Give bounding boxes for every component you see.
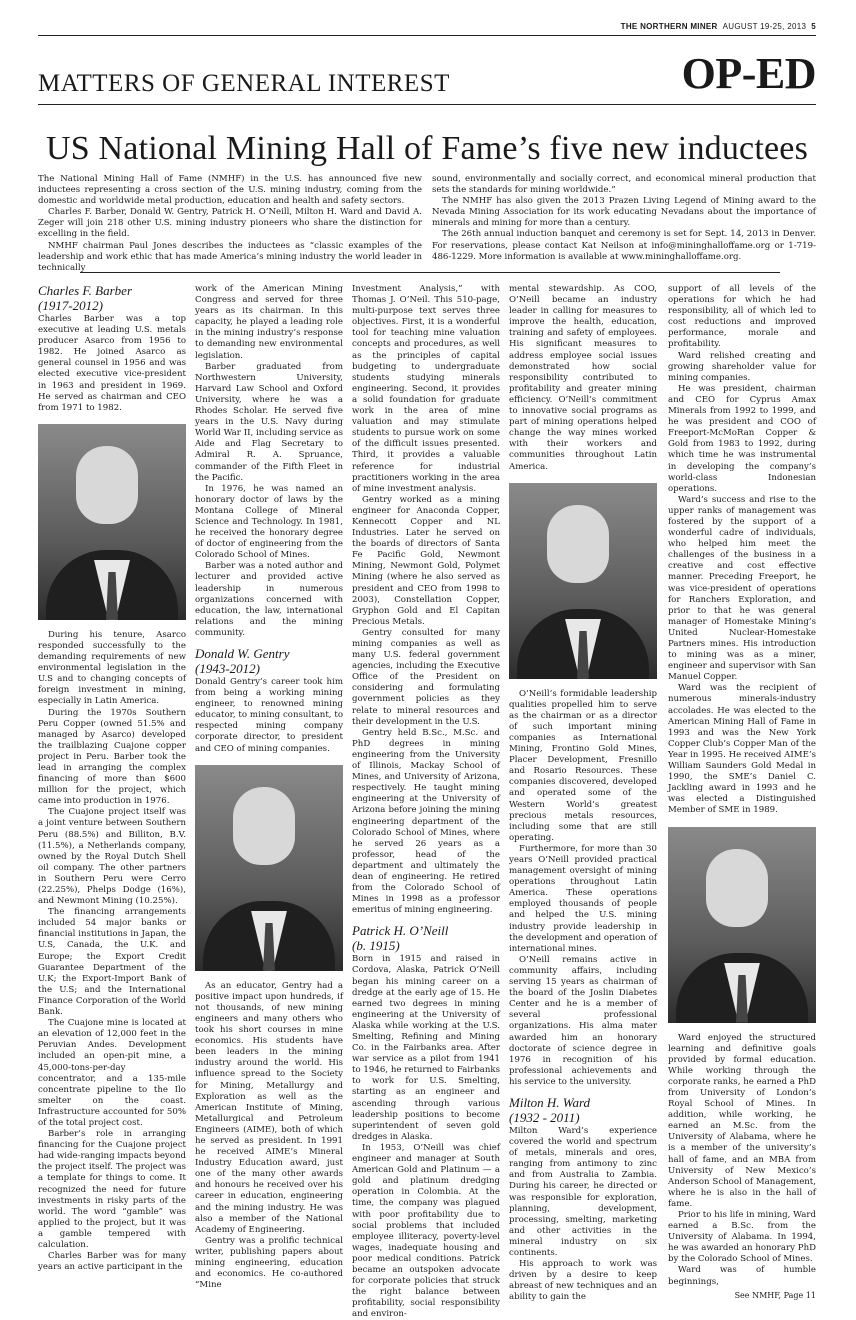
article-paragraph: During the 1970s Southern Peru Copper (owned 51.5% and managed by Asarco) developed the trailblazing Cuajone copper project in Peru. Barber took the lead in arranging the complex financing of more than $600 million for the project, which came into production in 1976. — [38, 707, 186, 807]
article-paragraph: Ward relished creating and growing shareholder value for mining companies. — [668, 350, 816, 383]
article-paragraph: Furthermore, for more than 30 years O’Neill provided practical management oversight of mining operations throughout Latin America. These operations employed thousands of people and helped the U.S. mining industry provide leadership in the development and operation of international mines. — [509, 843, 657, 954]
article-paragraph: Gentry was a prolific technical writer, publishing papers about mining engineering, education and economics. He co-authored “Mine — [195, 1235, 343, 1291]
issue-date: AUGUST 19-25, 2013 — [722, 22, 807, 31]
article-paragraph: work of the American Mining Congress and served for three years as its chairman. In this capacity, he played a leading role in the mining industry’s response to demanding new environmental legislation. — [195, 284, 343, 361]
article-paragraph: Gentry worked as a mining engineer for Anaconda Copper, Kennecott Copper and NL Industries. Later he served on the boards of directors of Santa Fe Pacific Gold, Newmont Mining, Newmont Gold, Polymet Mining (where he also served as president and CEO from 1998 to 2003), Constellation Copper, Gryphon Gold and El Capitan Precious Metals. — [352, 494, 500, 627]
intro-paragraph: sound, environmentally and socially correct, and economical mineral production that sets the standards for mining worldwide.” — [432, 174, 816, 196]
page-number: 5 — [811, 22, 816, 31]
article-paragraph: He was president, chairman and CEO for Cyprus Amax Minerals from 1992 to 1999, and he was president and COO of Freeport-McMoRan Copper & Gold from 1983 to 1992, during which time he was instrumental in developing the company’s world-class Indonesian operations. — [668, 383, 816, 494]
intro-paragraph: The 26th annual induction banquet and ceremony is set for Sept. 14, 2013 in Denver. For reservations, please contact Kat Neilson at info@mininghalloffame.org or 1-719-486-1229. More information is available at www.mininghalloffame.org. — [432, 229, 816, 262]
article-paragraph: Donald Gentry’s career took him from being a working mining engineer, to renowned mining educator, to mining consultant, to respected mining company corporate director, to president and CEO of mining companies. — [195, 677, 343, 754]
article-paragraph: Prior to his life in mining, Ward earned a B.Sc. from the University of Alabama. In 1994, he was awarded an honorary PhD by the Colorado School of Mines. — [668, 1210, 816, 1265]
article-paragraph: mental stewardship. As COO, O’Neill became an industry leader in calling for measures to improve the health, education, training and safety of employees. His significant measures to address employee social issues demonstrated how social responsibility contributed to profitability and greater mining efficiency. O’Neill’s commitment to innovative social programs as part of mining operations helped change the way mines worked with their workers and communities throughout Latin America. — [509, 284, 657, 472]
byline-name: Donald W. Gentry — [195, 646, 290, 661]
publication-name: THE NORTHERN MINER — [620, 22, 718, 31]
article-paragraph: The financing arrangements included 54 major banks or financial institutions in Japan, the U.S, Canada, the U.K. and Europe; the Export Credit Guarantee Department of the U.K; the Export-Import Bank of the U.S; and the International Finance Corporation of the World Bank. — [38, 907, 186, 1018]
article-paragraph: The Cuajone mine is located at an elevation of 12,000 feet in the Peruvian Andes. Development included an open-pit mine, a 45,000-tons-per-day concentrator, and a 135-mile concentrate pipeline to the Ilo smelter on the coast. Infrastructure accounted for 50% of the total project cost. — [38, 1018, 186, 1128]
article-paragraph: The Cuajone project itself was a joint venture between Southern Peru (88.5%) and Billiton, B.V. (11.5%), a Netherlands company, owned by the Royal Dutch Shell oil company. The other partners in Southern Peru were Cerro (22.25%), Phelps Dodge (16%), and Newmont Mining (10.25%). — [38, 807, 186, 907]
article-paragraph: Investment Analysis,” with Thomas J. O’Neil. This 510-page, multi-purpose text serves three objectives. First, it is a wonderful tool for teaching mine valuation concepts and procedures, as well as the principles of capital budgeting to undergraduate students studying minerals engineering. Second, it provides a solid foundation for graduate work in the area of mine valuation and may stimulate students to pursue work on some of the difficult issues presented. Third, it provides a valuable reference for industrial practitioners working in the area of mine investment analysis. — [352, 284, 500, 494]
article-paragraph: O’Neill’s formidable leadership qualities propelled him to serve as the chairman or as a director of such important mining companies as International Mining, Frontino Gold Mines, Placer Development, Fresnillo and Rosario Resources. These companies discovered, developed and operated some of the Western World’s greatest precious metals resources, including some that are still operating. — [509, 688, 657, 843]
portrait-barber — [38, 424, 186, 620]
section-title: MATTERS OF GENERAL INTEREST — [38, 70, 450, 97]
byline-name: Milton H. Ward — [509, 1094, 591, 1110]
byline-years: (1917-2012) — [38, 298, 103, 313]
article-paragraph: Gentry consulted for many mining companies as well as many U.S. federal government agencies, including the Executive Office of the President on considering and formulating government policies as they relate to mineral resources and their development in the U.S. — [352, 627, 500, 727]
byline-name: Charles F. Barber — [38, 283, 133, 298]
article-paragraph: His approach to work was driven by a desire to keep abreast of new techniques and an ability to gain the — [509, 1259, 657, 1303]
article-paragraph: Barber’s role in arranging financing for the Cuajone project had wide-ranging impacts beyond the project itself. The project was a template for things to come. It recognized the need for future investments in risky parts of the world. The word “gamble” was applied to the project, but it was a gamble tempered with calculation. — [38, 1129, 186, 1250]
byline-years: (1943-2012) — [195, 661, 260, 676]
column-barber — [38, 284, 186, 1273]
portrait-oneill — [509, 483, 657, 679]
intro-paragraph: The National Mining Hall of Fame (NMHF) in the U.S. has announced five new inductees representing a cross section of the U.S. mining industry, coming from the domestic and worldwide metal production, education and health and safety sectors. — [38, 174, 422, 207]
article-paragraph: Charles Barber was a top executive at leading U.S. metals producer Asarco from 1956 to 1982. He joined Asarco as general counsel in 1956 and was elected executive vice-president in 1963 and president in 1969. He served as chairman and CEO from 1971 to 1982. — [38, 314, 186, 413]
headline: US National Mining Hall of Fame’s five new inductees — [45, 130, 809, 167]
article-paragraph: Charles Barber was for many years an active participant in the — [38, 1251, 186, 1273]
portrait-gentry — [195, 765, 343, 971]
intro-paragraph: The NMHF has also given the 2013 Prazen Living Legend of Mining award to the Nevada Mining Association for its work educating Nevadans about the importance of minerals and mining for more than a century. — [432, 196, 816, 229]
article-paragraph: O’Neill remains active in community affairs, including serving 15 years as chairman of the board of the Joslin Diabetes Center and he is a member of several professional organizations. His alma mater awarded him an honorary doctorate of science degree in 1976 in recognition of his professional achievements and his service to the university. — [509, 954, 657, 1087]
article-paragraph: In 1976, he was named an honorary doctor of laws by the Montana College of Mineral Science and Technology. In 1981, he received the honorary degree of doctor of engineering from the Colorado School of Mines. — [195, 483, 343, 561]
byline-years: (b. 1915) — [352, 938, 400, 954]
article-paragraph: Barber was a noted author and lecturer and provided active leadership in numerous organizations concerned with education, the law, international relations and the mining community. — [195, 561, 343, 638]
intro-right — [432, 174, 816, 263]
column-ward-continued — [668, 284, 816, 1301]
section-rule — [38, 104, 816, 105]
section-label: OP-ED — [681, 49, 816, 98]
article-paragraph: support of all levels of the operations for which he had responsibility, all of which led to cost reductions and improved performance, morale and profitability. — [668, 284, 816, 350]
article-paragraph: Ward was the recipient of numerous minerals-industry accolades. He was elected to the American Mining Hall of Fame in 1993 and was the New York Copper Club’s Copper Man of the Year in 1995. He received AIME’s William Saunders Gold Medal in 1990, the SME’s Daniel C. Jackling award in 1993 and he was elected a Distinguished Member of SME in 1989. — [668, 683, 816, 816]
column-oneill — [352, 284, 500, 1320]
byline-name: Patrick H. O’Neill — [352, 923, 449, 939]
article-paragraph: During his tenure, Asarco responded successfully to the demanding requirements of new environmental legislation in the U.S and to changing concepts of foreign investment in mining, especially in Latin America. — [38, 629, 186, 707]
byline-years: (1932 - 2011) — [509, 1109, 580, 1125]
continued-link[interactable]: See NMHF, Page 11 — [734, 1290, 816, 1300]
article-paragraph: Barber graduated from Northwestern University, Harvard Law School and Oxford University, where he was a Rhodes Scholar. He served five years in the U.S. Navy during World War II, including service as Aide and Flag Secretary to Admiral R. A. Spruance, commander of the Fifth Fleet in the Pacific. — [195, 361, 343, 483]
column-gentry — [195, 284, 343, 1291]
intro-rule — [80, 272, 780, 273]
article-paragraph: Ward’s success and rise to the upper ranks of management was fostered by the support of a wonderful cadre of individuals, who helped him meet the challenges of the business in a creative and cost effective manner. Preceding Freeport, he was vice-president of operations for Ranchers Exploration, and prior to that he was general manager of Homestake Mining’s United Nuclear-Homestake Partners mines. His introduction to mining was as a miner, engineer and supervisor with San Manuel Copper. — [668, 494, 816, 683]
column-ward — [509, 284, 657, 1303]
top-rule — [38, 35, 816, 36]
article-paragraph: Milton Ward’s experience covered the world and spectrum of metals, minerals and ores, ranging from antimony to zinc and from Australia to Zambia. During his career, he directed or was responsible for exploration, planning, development, processing, smelting, marketing and other activities in the mineral industry on six continents. — [509, 1125, 657, 1258]
masthead — [621, 22, 816, 31]
portrait-ward — [668, 827, 816, 1023]
intro-paragraph: NMHF chairman Paul Jones describes the inductees as “classic examples of the leadership and work ethic that has made America’s mining industry the world leader in technically — [38, 240, 422, 273]
intro-paragraph: Charles F. Barber, Donald W. Gentry, Patrick H. O’Neill, Milton H. Ward and David A. Zeger will join 218 other U.S. mining industry pioneers who share the distinction for excelling in the field. — [38, 207, 422, 240]
article-paragraph: Born in 1915 and raised in Cordova, Alaska, Patrick O’Neill began his mining career on a dredge at the early age of 15. He earned two degrees in mining engineering at the University of Alaska while working at the U.S. Smelting, Refining and Mining Co. in the Fairbanks area. After war service as a pilot from 1941 to 1946, he returned to Fairbanks to work for U.S. Smelting, starting as an engineer and ascending through various leadership positions to become superintendent of seven gold dredges in Alaska. — [352, 954, 500, 1142]
intro-left — [38, 174, 422, 274]
article-paragraph: As an educator, Gentry had a positive impact upon hundreds, if not thousands, of new mining engineers and many others who took his short courses in mine economics. His students have been leaders in the mining industry around the world. His influence spread to the Society for Mining, Metallurgy and Exploration as well as the American Institute of Mining, Metallurgical and Petroleum Engineers (AIME), both of which he served as president. In 1991 he received AIME’s Mineral Industry Education award, just one of the many other awards and honours he received over his career in education, engineering and the mining industry. He was also a member of the National Academy of Engineering. — [195, 980, 343, 1235]
article-paragraph: In 1953, O’Neill was chief engineer and manager at South American Gold and Platinum — a gold and platinum dredging operation in Colombia. At the time, the company was plagued with poor profitability due to social problems that included employee illiteracy, poverty-level wages, inadequate housing and poor medical conditions. Patrick became an outspoken advocate for corporate policies that struck the right balance between profitability, social responsibility and environ- — [352, 1142, 500, 1320]
article-paragraph: Gentry held B.Sc., M.Sc. and PhD degrees in mining engineering from the University of Illinois, Mackay School of Mines, and University of Arizona, respectively. He taught mining engineering at the University of Arizona before joining the mining engineering department of the Colorado School of Mines, where he served 26 years as a professor, head of the department and ultimately the dean of engineering. He retired from the Colorado School of Mines in 1998 as a professor emeritus of mining engineering. — [352, 727, 500, 916]
article-paragraph: Ward was of humble beginnings, — [668, 1265, 816, 1287]
article-paragraph: Ward enjoyed the structured learning and definitive goals provided by formal education. While working through the corporate ranks, he earned a PhD from University of London’s Royal School of Mines. In addition, while working, he earned an M.Sc. from the University of Alabama, where he is a member of the university’s hall of fame, and an MBA from University of New Mexico’s Anderson School of Management, where he is also in the hall of fame. — [668, 1032, 816, 1209]
